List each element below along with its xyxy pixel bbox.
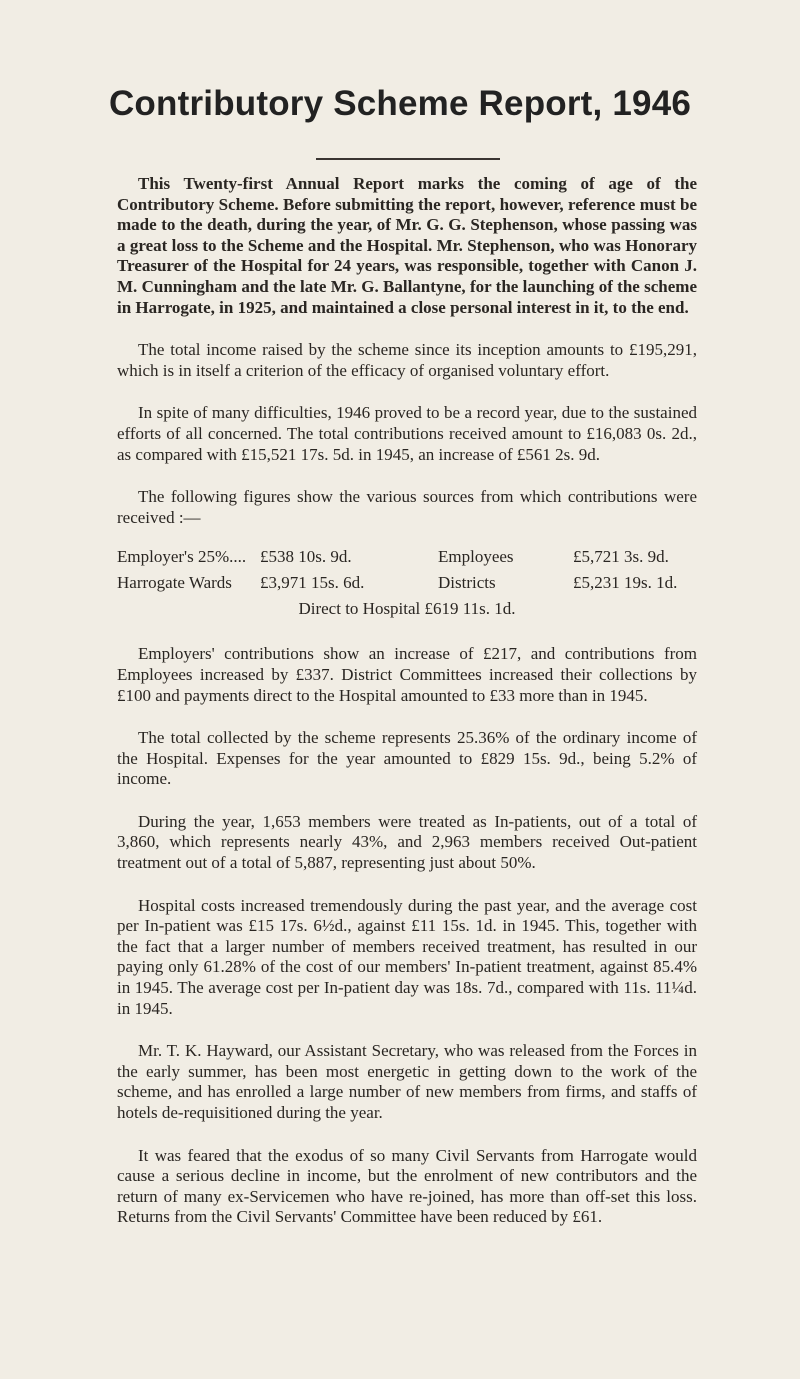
figure-amount: £5,231 19s. 1d. xyxy=(573,573,678,593)
figure-direct-to-hospital: Direct to Hospital £619 11s. 1d. xyxy=(298,599,516,619)
figures-row xyxy=(117,544,697,570)
paragraph-increases: Employers' contributions show an increase of £217, and contributions from Employees increased by £337. District Committees increased their collections by £100 and payments direct to the Hospital amounted to £33 more than in 1945. xyxy=(117,644,697,705)
figure-amount: £538 10s. 9d. xyxy=(260,547,352,567)
paragraph-patients: During the year, 1,653 members were treated as In-patients, out of a total of 3,860, which represents nearly 43%, and 2,963 members received Out-patient treatment out of a total of 5,887, representing just about 50%. xyxy=(117,811,697,873)
paragraph-civil-servants: It was feared that the exodus of so many Civil Servants from Harrogate would cause a serious decline in income, but the enrolment of new contributors and the return of many ex-Servicemen who have re-joined, has more than off-set this loss. Returns from the Civil Servants' Committee have been reduced by £61. xyxy=(117,1145,697,1227)
figure-amount: £3,971 15s. 6d. xyxy=(260,573,365,593)
page-title: Contributory Scheme Report, 1946 xyxy=(108,84,692,123)
title-divider xyxy=(316,158,500,160)
paragraph-ordinary-income: The total collected by the scheme represents 25.36% of the ordinary income of the Hospital. Expenses for the year amounted to £829 15s. 9d., being 5.2% of income. xyxy=(117,728,697,789)
figure-amount: £5,721 3s. 9d. xyxy=(573,547,669,567)
report-body xyxy=(117,174,697,1250)
paragraph-intro: This Twenty-first Annual Report marks the coming of age of the Contributory Scheme. Before submitting the report, however, reference must be made to the death, during the year, of Mr. G. G. Stephenson, whose passing was a great loss to the Scheme and the Hospital. Mr. Stephenson, who was Honorary Treasurer of the Hospital for 24 years, was responsible, together with Canon J. M. Cunningham and the late Mr. G. Ballantyne, for the launching of the scheme in Harrogate, in 1925, and maintained a close personal interest in it, to the end. xyxy=(117,174,697,317)
paragraph-assistant-secretary: Mr. T. K. Hayward, our Assistant Secretary, who was released from the Forces in the early summer, has been most energetic in getting down to the work of the scheme, and has enrolled a large number of new members from firms, and staffs of hotels de-requisitioned during the year. xyxy=(117,1041,697,1122)
figures-row xyxy=(117,570,697,596)
paragraph-hospital-costs: Hospital costs increased tremendously during the past year, and the average cost per In-patient was £15 17s. 6½d., against £11 15s. 1d. in 1945. This, together with the fact that a larger number of members received treatment, has resulted in our paying only 61.28% of the cost of our members' In-patient treatment, against 85.4% in 1945. The average cost per In-patient day was 18s. 7d., compared with 11s. 11¼d. in 1945. xyxy=(117,895,697,1018)
figure-label: Districts xyxy=(438,573,496,593)
figure-label: Employees xyxy=(438,547,514,567)
paragraph-record-year: In spite of many difficulties, 1946 proved to be a record year, due to the sustained efforts of all concerned. The total contributions received amount to £16,083 0s. 2d., as compared with £15,521 17s. 5d. in 1945, an increase of £561 2s. 9d. xyxy=(117,403,697,464)
figure-label: Harrogate Wards xyxy=(117,573,232,593)
contribution-figures xyxy=(117,544,697,622)
paragraph-sources-intro: The following figures show the various sources from which contributions were received :— xyxy=(117,487,697,527)
paragraph-total-income: The total income raised by the scheme since its inception amounts to £195,291, which is in itself a criterion of the efficacy of organised voluntary effort. xyxy=(117,340,697,380)
figure-label: Employer's 25%.... xyxy=(117,547,247,567)
